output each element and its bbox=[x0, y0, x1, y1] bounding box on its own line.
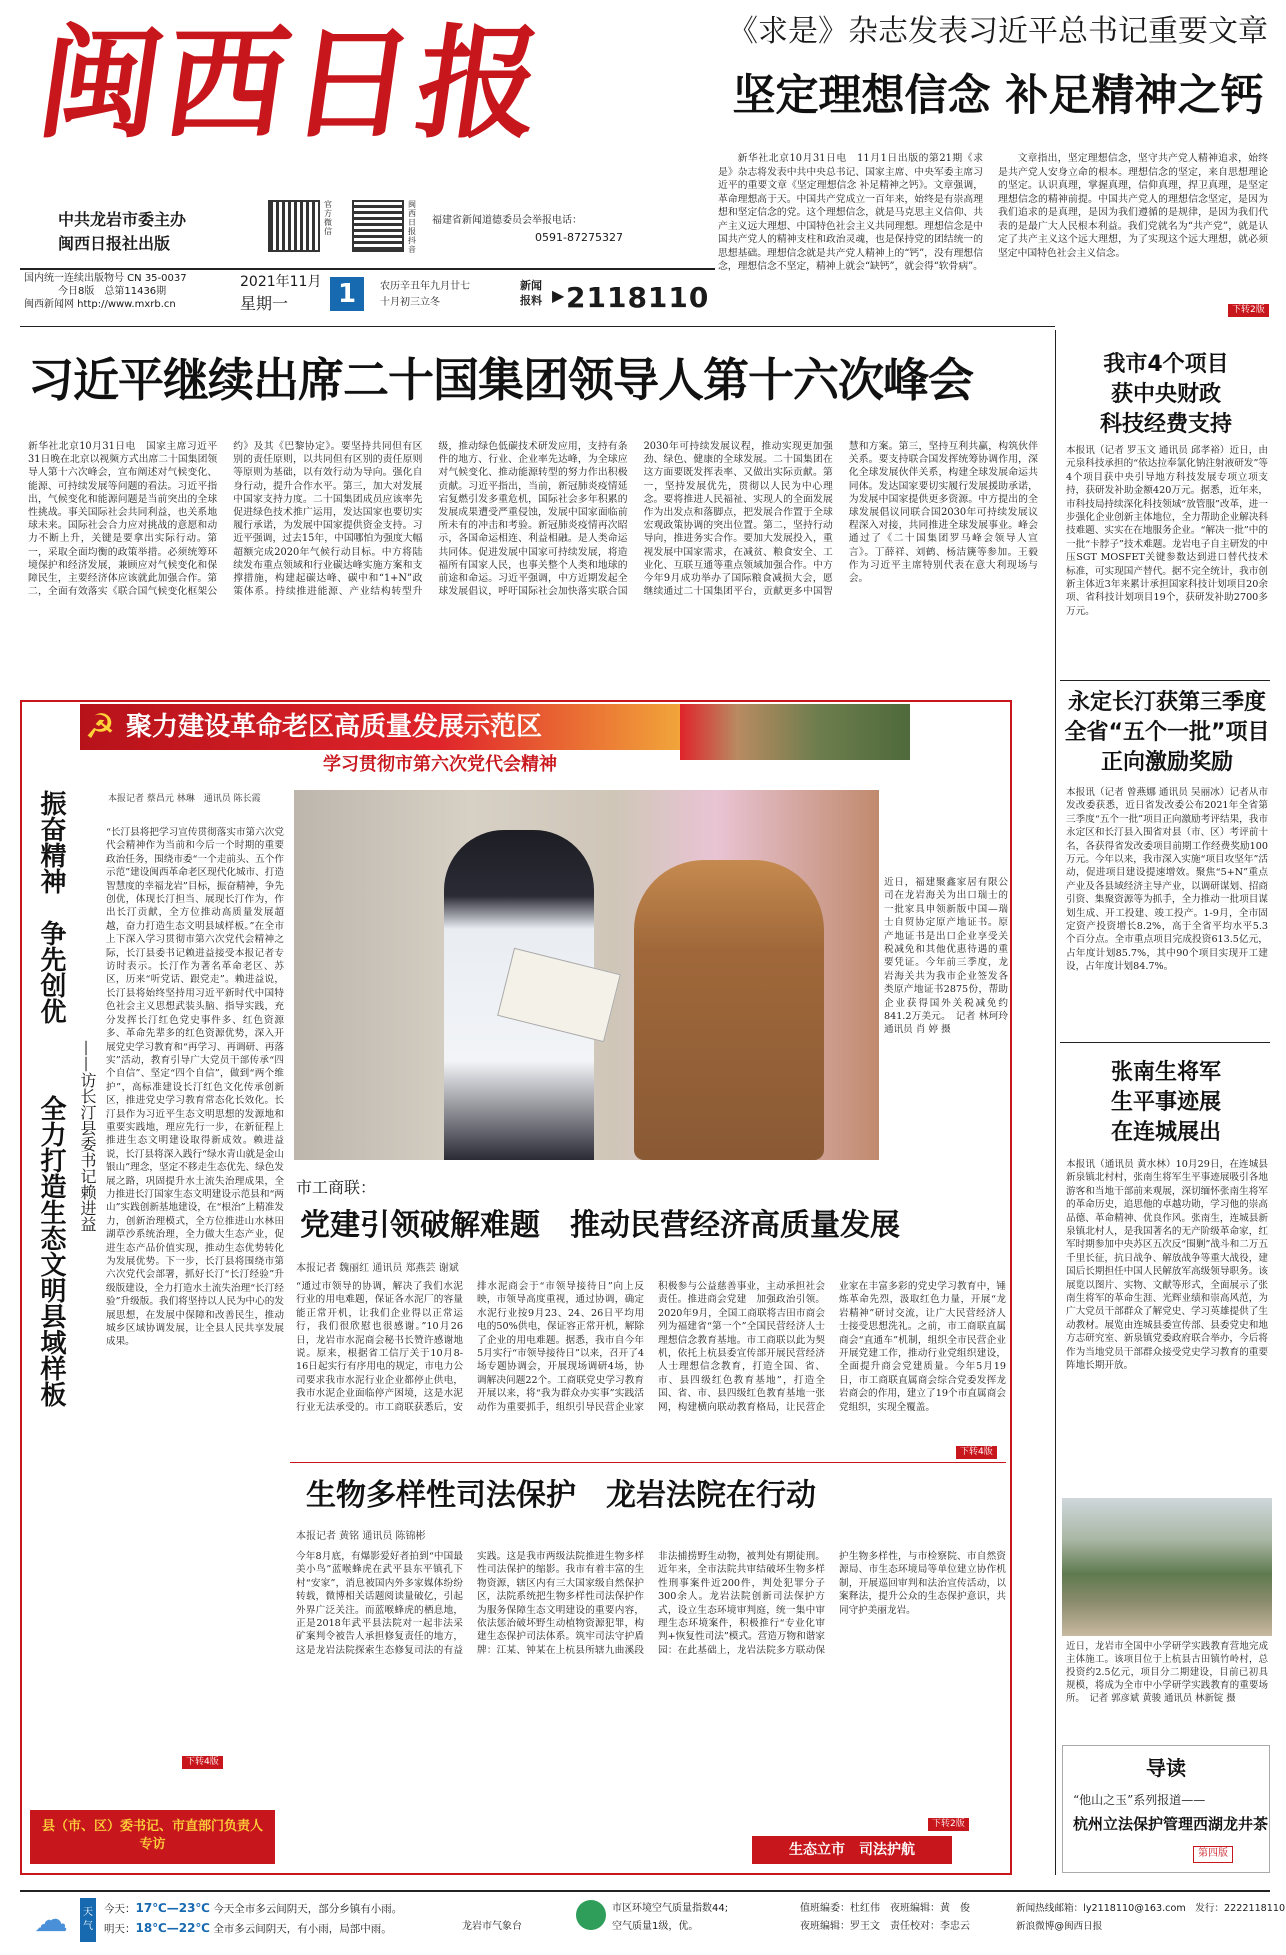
right1-body bbox=[1066, 444, 1268, 672]
banner-photo bbox=[680, 704, 910, 760]
art-divider bbox=[290, 1462, 1006, 1463]
editors-line-1: 值班编委：杜红伟 夜班编辑：黄 俊 bbox=[800, 1903, 970, 1914]
customs-photo bbox=[294, 790, 879, 1160]
right1-title-line1: 我市4个项目 bbox=[1103, 352, 1229, 377]
right1-body-text: 本报讯（记者 罗玉文 通讯员 邱孝裕）近日，由元泉科技承担的“依达拉奉氯化钠注射液研发”等4个项目获中央引导地方科技发展专项立项支持，获研发补助金额420万元。据悉，近年来，市科技局持续深化科技领域“放管服”改革，进一步强化企业创新主体地位，全力帮助企业解决科技难题、实实在在地服务企业。“解决一批”中的一批“卡脖子”技术难题。龙岩电子自主研发的中压SGT MOSFET关键参数达到进口替代技术标准，可实现国产替代。据不完全统计，我市创新主体近3年来累计承担国家科技计划项目20余项、省科技计划项目19个，获研发补助2700多万元。 bbox=[1066, 445, 1268, 617]
art2-byline: 本报记者 魏丽红 通讯员 郑燕芸 谢斌 bbox=[296, 1263, 459, 1274]
feature-subtitle bbox=[76, 1040, 98, 1232]
today-temp: 17℃—23℃ bbox=[135, 1901, 210, 1915]
publisher-line-1: 中共龙岩市委主办 bbox=[58, 210, 187, 229]
weather-source: 龙岩市气象台 bbox=[462, 1921, 522, 1932]
lead-title: 习近平继续出席二十国集团领导人第十六次峰会 bbox=[28, 353, 973, 407]
tomorrow-temp: 18℃—22℃ bbox=[135, 1921, 210, 1935]
right-divider-2 bbox=[1060, 1042, 1270, 1043]
top-story-col-1-text: 新华社北京10月31日电 11月1日出版的第21期《求是》杂志将发表中共中央总书记、国家主席、中央军委主席习近平的重要文章《坚定理想信念 补足精神之钙》。文章强调，革命理想高于天。中国共产党成立一百年来，始终是有崇高理想和坚定信念的党。这个理想信念，就是马克思主义信仰、共产主义远大理想、中国特色社会主义共同理想。理想信念是中国共产党人的精神支柱和政治灵魂，也是保持党的团结统一的思想基础。理想信念就是共产党人精神上的“钙”，没有理想信念，理想信念不坚定，精神上就会“缺钙”，就会得“软骨病”。 bbox=[718, 153, 983, 272]
art2-title: 党建引领破解难题 推动民营经济高质量发展 bbox=[300, 1208, 900, 1243]
campsite-caption bbox=[1066, 1640, 1268, 1736]
feature-title-a: 振奋精神 争先创优 bbox=[36, 790, 66, 1024]
art2-continued[interactable]: 下转4版 bbox=[956, 1446, 997, 1459]
weather-today bbox=[104, 1900, 402, 1917]
today-label: 今天： bbox=[104, 1903, 136, 1915]
masthead-rule bbox=[20, 268, 715, 270]
publisher-line-2: 闽西日报社出版 bbox=[58, 234, 171, 253]
contact-email[interactable]: 新闻热线邮箱：ly2118110@163.com 发行：2222118110 bbox=[1016, 1903, 1286, 1914]
art3-body bbox=[296, 1550, 1006, 1868]
air-quality bbox=[612, 1900, 728, 1936]
top-story-kicker: 《求是》杂志发表习近平总书记重要文章 bbox=[728, 14, 1268, 49]
wechat-qr-code[interactable] bbox=[268, 200, 320, 252]
art2-body-text: “通过市领导的协调，解决了我们水泥行业的用电难题，保证各水泥厂的容量能正常开机，让我们企业得以正常运行，我们很欣慰也很感谢。”10月26日，龙岩市水泥商会秘书长赞许感谢地说。原来，根据省工信厅关于10月8-16日起实行有序用电的规定，市电力公司要求我市水泥行业企业都停止供电，我市水泥企业面临停产困境，这是水泥行业无法承受的。市工商联获悉后，安排水泥商会于“市领导接待日”向上反映，市领导高度重视，通过协调，确定水泥行业按9月23、24、26日平均用电的50%供电，保证容正常开机，解除了企业的用电难题。据悉，我市自今年5月实行“市领导接待日”以来，召开了4场专题协调会，开展现场调研4场，协调解决问题22个。工商联党史学习教育开展以来，将“我为群众办实事”实践活动作为重要抓手，组织引导民营企业家积极参与公益慈善事业，主动承担社会责任。推进商会党建 加强政治引领。2020年9月，全国工商联将吉田市商会列为福建省“第一个”全国民营经济人士理想信念教育基地。市工商联以此为契机，依托上杭县委宣传部开展民营经济人士理想信念教育，打造全国、省、市、县四级红色教育基地”，打造全国、省、市、县四级红色教育基地一张网，构建横向联动教育格局，让民营企业家在丰富多彩的党史学习教育中，锤炼革命先烈，汲取红色力量，开展“龙岩精神”研讨交流，让广大民营经济人士接受思想洗礼。之前，市工商联直属商会“直通车”机制，组织全市民营企业开展党建工作，推动行业党组织建设，全面提升商会党建质量。今年5月19日，市工商联直属商会综合党委发挥龙岩商会的作用，建立了19个市直属商会党组织，实现全覆盖。 bbox=[296, 1281, 1006, 1413]
hotline-label bbox=[520, 278, 550, 308]
feature-byline: 本报记者 蔡昌元 林琳 通讯员 陈长霞 bbox=[108, 794, 261, 804]
right3-title bbox=[1066, 1058, 1266, 1148]
campsite-caption-text: 近日，龙岩市全国中小学研学实践教育营地完成主体施工。该项目位于上杭县古田镇竹岭村，总投资约2.5亿元，项目分二期建设，目前已初具规模，将成为全市中小学研学实践教育的重要场所。 记者 郭彦斌 黄骏 通讯员 林新锭 摄 bbox=[1066, 1641, 1268, 1704]
top-divider bbox=[20, 326, 1055, 327]
today-desc: 今天全市多云间阴天，部分乡镇有小雨。 bbox=[213, 1903, 403, 1915]
solar-term: 十月初三立冬 bbox=[380, 297, 440, 308]
top-story bbox=[718, 0, 1286, 320]
banner-title: 聚力建设革命老区高质量发展示范区 bbox=[126, 712, 543, 742]
issn-code: 国内统一连续出版物号 CN 35-0037 bbox=[24, 273, 187, 284]
hotline-arrow-icon: ▶ bbox=[552, 286, 565, 305]
contacts bbox=[1016, 1900, 1286, 1936]
editors bbox=[800, 1900, 970, 1936]
feature-body bbox=[106, 826, 284, 1751]
party-emblem-icon: ☭ bbox=[84, 707, 116, 747]
art3-banner: 生态立市 司法护航 bbox=[752, 1836, 952, 1864]
right1-title-line3: 科技经费支持 bbox=[1099, 412, 1232, 437]
hotline-label-2: 报料 bbox=[520, 294, 542, 307]
campsite-photo bbox=[1062, 1498, 1272, 1636]
feature-subtitle-text: 访长汀县委书记赖进益 bbox=[78, 1072, 97, 1232]
issue-count: 今日8版 总第11436期 bbox=[58, 286, 167, 297]
day-number: 1 bbox=[330, 277, 364, 311]
feature-continued[interactable]: 下转4版 bbox=[182, 1756, 223, 1769]
weather-label: 天气 bbox=[80, 1898, 96, 1942]
art3-byline: 本报记者 黄铭 通讯员 陈锦彬 bbox=[296, 1531, 426, 1542]
feature-body-text: “长汀县将把学习宣传贯彻落实市第六次党代会精神作为当前和今后一个时期的重要政治任务，围绕市委“一个走前头、五个作示范”建设闽西革命老区现代化城市、打造智慧度的幸福龙岩”目标，振奋精神，争先创优，体现长汀担当、展现长汀作为，作出长汀贡献，全方位推动高质量发展超越，奋力打造生态文明县域样板。”在全市上下深入学习贯彻市第六次党代会精神之际，长汀县委书记赖进益接受本报记者专访时表示。长汀作为著名革命老区、苏区，历来“听党话、跟党走”。赖进益说，长汀县将始终坚持用习近平新时代中国特色社会主义思想武装头脑、指导实践，充分发挥长汀红色党史事件多、红色资源多、革命先辈多的红色资源优势，深入开展党史学习教育和“再学习、再调研、再落实”活动，教育引导广大党员干部传承“四个自信”、坚定“四个自信”，做到“两个维护”，高标准建设长汀红色文化传承创新区，推进党史学习教育常态化长效化。长汀县作为习近平生态文明思想的发源地和重要实践地，理应先行一步，在新征程上推进生态文明建设取得新成效。赖进益说，长汀县将深入践行“绿水青山就是金山银山”理念，坚定不移走生态优先、绿色发展之路，巩固提升水土流失治理成果，全力推进长汀国家生态文明建设示范县和“两山”实践创新基地建设，在“根治”上精准发力，创新治理模式，全方位推进山水林田湖草沙系统治理，全力做大生态产业，促进生态产品价值实现，推动生态优势转化为发展优势。下一步，长汀县将围绕市第六次党代会部署，抓好长汀“长汀经验”升级版建设，全力打造水土流失治理“长汀经验”升级版。我们将坚持以人民为中心的发展思想，在发展中保障和改善民生，推动城乡区域协调发展，让全县人民共享发展成果。 bbox=[106, 827, 284, 1348]
right2-title bbox=[1060, 688, 1274, 778]
right2-body bbox=[1066, 786, 1268, 1034]
art3-title: 生物多样性司法保护 龙岩法院在行动 bbox=[306, 1478, 816, 1513]
right3-title-line3: 在连城展出 bbox=[1110, 1120, 1221, 1145]
contact-weibo[interactable]: 新浪微博@闽西日报 bbox=[1016, 1921, 1103, 1932]
art3-body-text: 今年8月底，有爆影爱好者拍到“中国最美小鸟”蓝喉蜂虎在武平县东平镇孔下村“安家”，消息被国内外多家媒体纷纷转载，微博相关话题阅读量破亿，引起外界广泛关注。而蓝喉蜂虎的栖息地，正是2018年武平县法院对一起非法采矿案判令被告人承担修复责任的地方，这是龙岩法院探索生态修复司法的有益实践。这是我市两级法院推进生物多样性司法保护的缩影。我市有着丰富的生物资源，辖区内有三大国家级自然保护区，法院系统把生物多样性司法保护作为服务保障生态文明建设的重要内容，依法惩治破坏野生动植物资源犯罪，构建生态保护司法体系。筑牢司法守护盾牌：江某、钟某在上杭县所辖九曲溪段非法捕捞野生动物，被判处有期徒刑。近年来，全市法院共审结破坏生物多样性刑事案件近200件，判处犯罪分子300余人。龙岩法院创新司法保护方式，设立生态环境审判庭，统一集中审理生态环境案件，积极推行“专业化审判+恢复性司法”模式。营造万物和谐家园：在此基础上，龙岩法院多方联动保护生物多样性，与市检察院、市自然资源局、市生态环境局等单位建立协作机制，开展巡回审判和法治宣传活动，以案释法，提升公众的生态保护意识，共同守护美丽龙岩。 bbox=[296, 1551, 1006, 1656]
issue-date: 2021年11月 bbox=[240, 274, 322, 290]
art2-body bbox=[296, 1280, 1006, 1446]
qr-label-wechat: 官方微信 bbox=[324, 200, 332, 236]
customs-caption bbox=[884, 876, 1018, 1156]
right3-body bbox=[1066, 1158, 1268, 1488]
tomorrow-desc: 全市多云间阴天，有小雨，局部中雨。 bbox=[213, 1923, 392, 1935]
right2-body-text: 本报讯（记者 曾燕娜 通讯员 吴丽冰）记者从市发改委获悉，近日省发改委公布2021年全省第三季度“五个一批”项目正向激励考评结果，我市永定区和长汀县入围省对县（市、区）考评前十名，各获得省发改委项目前期工作经费奖励100万元。今年以来，我市深入实施“项目攻坚年”活动，促进项目建设提速增效。聚焦“5+N”重点产业及各县域经济主导产业，以调研谋划、招商引资、集聚资源等为抓手，全力推动一批项目谋划生成、开工投建、竣工投产。1-9月，全市固定资产投资增长8.2%，高于全省平均水平5.3个百分点。全市重点项目完成投资613.5亿元，占年度计划85.7%，其中90个项目实现开工建设，占年度计划84.7%。 bbox=[1066, 787, 1268, 973]
guide-title: 导读 bbox=[1146, 1756, 1186, 1780]
banner-subtitle: 学习贯彻市第六次党代会精神 bbox=[323, 754, 557, 775]
right1-title-line2: 获中央财政 bbox=[1110, 382, 1221, 407]
right3-body-text: 本报讯（通讯员 黄水林）10月29日，在连城县新泉镇北村村，张南生将军生平事迹展吸引各地游客和当地干部前来观展，深切缅怀张南生将军的革命历史，追思他的卓越功勋，学习他的崇高品德、革命精神、优良作风。张南生，连城县新泉镇北村人，是我国著名的无产阶级革命家，红军时期参加中央苏区五次反“围剿”战斗和二万五千里长征，抗日战争、解放战争等重大战役，建国后长期担任中国人民解放军高级领导职务。该展览以图片、实物、文献等形式，全面展示了张南生将军的革命生涯、光辉业绩和崇高风范，为广大党员干部群众了解党史、学习英雄提供了生动教材。展览由连城县委宣传部、县委党史和地方志研究室、新泉镇党委政府联合举办，今后将作为当地党员干部群众接受党史学习教育的重要阵地长期开放。 bbox=[1066, 1159, 1268, 1372]
county-tag: 县（市、区）委书记、市直部门负责人专访 bbox=[30, 1810, 275, 1864]
qr-label-douyin: 闽西日报抖音 bbox=[408, 200, 416, 254]
lead-body bbox=[28, 440, 1038, 690]
right2-title-line3: 正向激励奖励 bbox=[1100, 750, 1233, 775]
right-column-rule bbox=[1055, 330, 1056, 1875]
weather-icon: ☁ bbox=[34, 1900, 68, 1940]
top-story-col-2 bbox=[998, 152, 1268, 302]
guide-headline: 杭州立法保护管理西湖龙井茶 bbox=[1073, 1815, 1269, 1833]
top-story-continued[interactable]: 下转2版 bbox=[1228, 304, 1269, 317]
art2-kicker: 市工商联： bbox=[296, 1178, 377, 1197]
top-story-title: 坚定理想信念 补足精神之钙 bbox=[732, 71, 1264, 121]
air-line-1: 市区环境空气质量指数44; bbox=[612, 1903, 729, 1914]
customs-caption-text: 近日，福建聚鑫家居有限公司在龙岩海关为出口瑞士的一批家具申领新版中国—瑞士自贸协定原产地证书。原产地证书是出口企业享受关税减免和其他优惠待遇的重要凭证。今年前三季度，龙岩海关共为我市企业签发各类原产地证书2875份，帮助企业获得国外关税减免约841.2万美元。 记者 林珂玲 通讯员 肖 婷 摄 bbox=[884, 877, 1018, 1036]
top-story-col-1 bbox=[718, 152, 983, 317]
guide-subtitle: “他山之玉”系列报道—— bbox=[1073, 1793, 1206, 1807]
feature-subtitle-dash: —— bbox=[78, 1040, 97, 1072]
website[interactable]: 闽西新闻网 http://www.mxrb.cn bbox=[24, 299, 176, 310]
air-quality-icon bbox=[576, 1900, 606, 1930]
right-divider-1 bbox=[1060, 680, 1270, 681]
guide-page: 第四版 bbox=[1193, 1846, 1233, 1863]
right1-title bbox=[1066, 350, 1266, 440]
hotline-label-1: 新闻 bbox=[520, 279, 542, 292]
applicant-figure bbox=[634, 860, 824, 1160]
tomorrow-label: 明天： bbox=[104, 1923, 136, 1935]
weather-tomorrow bbox=[104, 1920, 392, 1937]
feature-title-b: 全力打造生态文明县域样板 bbox=[36, 1095, 66, 1407]
right3-title-line2: 生平事迹展 bbox=[1110, 1090, 1221, 1115]
right2-title-line1: 永定长汀获第三季度 bbox=[1067, 690, 1266, 715]
art3-continued[interactable]: 下转2版 bbox=[928, 1818, 969, 1831]
right3-title-line1: 张南生将军 bbox=[1110, 1060, 1221, 1085]
weekday: 星期一 bbox=[240, 294, 289, 313]
ethics-notice: 福建省新闻道德委员会举报电话： bbox=[432, 215, 582, 226]
footer-rule bbox=[20, 1890, 1270, 1892]
hotline-number[interactable]: 2118110 bbox=[566, 281, 710, 314]
air-line-2: 空气质量1级，优。 bbox=[612, 1921, 699, 1932]
lunar-date: 农历辛丑年九月廿七 bbox=[380, 281, 470, 292]
top-story-col-2-text: 文章指出，坚定理想信念，坚守共产党人精神追求，始终是共产党人安身立命的根本。理想信念的坚定，来自思想理论的坚定。认识真理，掌握真理，信仰真理，捍卫真理，是坚定理想信念的精神前提。中国共产党人的理想信念坚定，是因为我们追求的是真理，是因为我们遵循的是规律，是因为我们代表的是最广大人民根本利益。我们党就名为“共产党”，就是认定了共产主义这个远大理想，为了实现这个远大理想，就必须坚定中国特色社会主义信念。 bbox=[998, 153, 1268, 259]
newspaper-logo: 闽西日报 bbox=[29, 11, 555, 155]
ethics-notice-tel: 0591-87275327 bbox=[535, 231, 623, 244]
douyin-qr-code[interactable] bbox=[352, 200, 404, 252]
lead-body-text: 新华社北京10月31日电 国家主席习近平31日晚在北京以视频方式出席二十国集团领导人第十六次峰会，宣布阐述对气候变化、能源、可持续发展等问题的看法。习近平指出，气候变化和能源问题是当前突出的全球性挑战。事关国际社会共同利益，也关系地球未来。国际社会合力应对挑战的意愿和动力不断上升，关键是要拿出实际行动。第一，采取全面均衡的政策举措。必须统筹环境保护和经济发展，兼顾应对气候变化和保障民生，主要经济体应该就此加强合作。第二，全面有效落实《联合国气候变化框架公约》及其《巴黎协定》。要坚持共同但有区别的责任原则，以共同但有区别的责任原则等原则为基础，以有效行动为导向。强化自身行动，提升合作水平。第三，加大对发展中国家支持力度。二十国集团成员应该率先促进绿色技术推广运用，发达国家也要切实履行承诺，为发展中国家提供资金支持。习近平强调，过去15年，中国哪怕为强度大幅超额完成2020年气候行动目标。中方将陆续发布重点领域和行业碳达峰实施方案和支撑措施，构建起碳达峰、碳中和“1+N”政策体系。持续推进能源、产业结构转型升级，推动绿色低碳技术研发应用，支持有条件的地方、行业、企业率先达峰，为全球应对气候变化、推动能源转型的努力作出积极贡献。习近平指出，当前，新冠肺炎疫情延宕复燃引发多重危机，国际社会多年积累的发展成果遭受严重侵蚀，发展中国家面临前所未有的冲击和考验。新冠肺炎疫情再次昭示，各国命运相连、利益相融。是人类命运共同体。促进发展中国家可持续发展，将造福所有国家人民，也事关整个人类和地球的前途和命运。习近平强调，中方近期发起全球发展倡议，呼吁国际社会加快落实联合国2030年可持续发展议程，推动实现更加强劲、绿色、健康的全球发展。二十国集团在这方面要既发挥表率、又做出实际贡献。第一，坚持发展优先，贯彻以人民为中心理念。要将推进人民福祉、实现人的全面发展作为出发点和落脚点，把发展合作置于全球宏观政策协调的突出位置。第二，坚持行动导向，推进务实合作。要加大发展投入，重视发展中国家需求，在减贫、粮食安全、工业化、互联互通等重点领域加强合作。中方今年9月成功举办了国际粮食减损大会，愿继续通过二十国集团平台，贡献更多中国智慧和方案。第三，坚持互利共赢，构筑伙伴关系。要支持联合国发挥统筹协调作用，深化全球发展伙伴关系，构建全球发展命运共同体。发达国家要切实履行发展援助承诺，为发展中国家提供更多资源。中方提出的全球发展倡议同联合国2030年可持续发展议程深入对接，共同推进全球发展事业。峰会通过了《二十国集团罗马峰会领导人宣言》。丁薛祥、刘鹤、杨洁篪等参加。王毅作为习近平主席特别代表在意大利现场与会。 bbox=[28, 441, 1038, 598]
guide-box[interactable] bbox=[1062, 1745, 1270, 1873]
banner bbox=[80, 704, 680, 750]
right2-title-line2: 全省“五个一批”项目 bbox=[1064, 720, 1270, 745]
editors-line-2: 夜班编辑：罗王文 责任校对：李忠云 bbox=[800, 1921, 970, 1932]
